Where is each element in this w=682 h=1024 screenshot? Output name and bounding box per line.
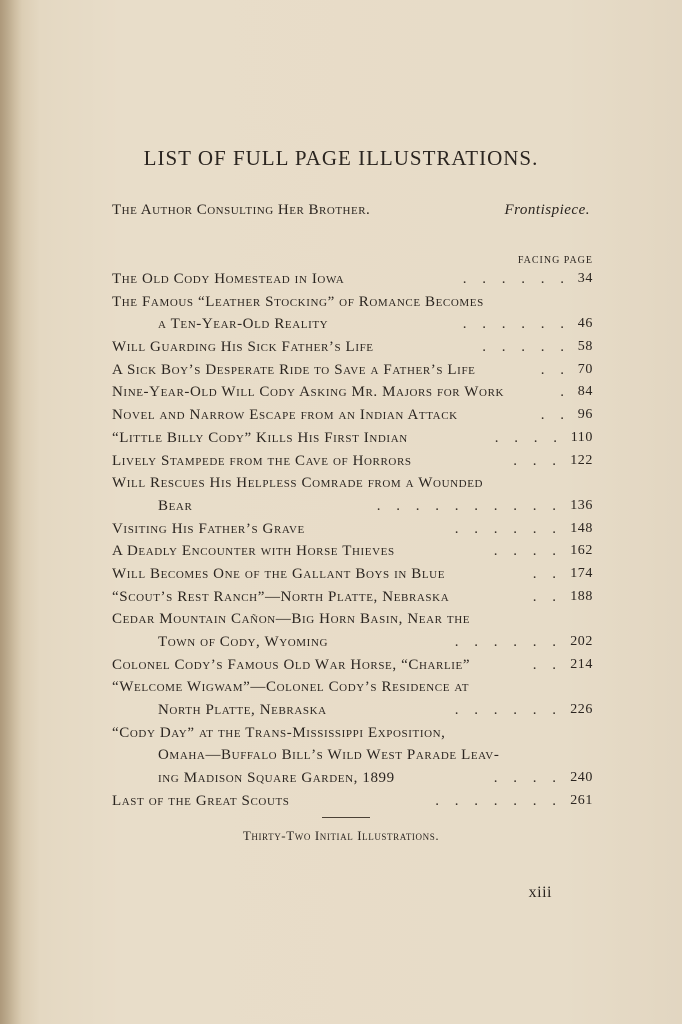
leader-dots: . . . — [513, 452, 562, 469]
leader-dots: . . — [540, 407, 570, 424]
list-item — [112, 336, 593, 359]
leader-dots: . . — [532, 656, 562, 673]
leader-dots: . . . . . . — [454, 634, 562, 650]
leader-dots: . . . . — [493, 770, 562, 787]
list-item — [112, 472, 593, 495]
list-item — [112, 427, 593, 450]
list-item — [112, 744, 593, 767]
entry-page: 174 — [570, 565, 593, 581]
entry-page: 110 — [570, 429, 593, 445]
entry-text: North Platte, Nebraska — [158, 702, 327, 719]
leader-dots: . . — [532, 588, 562, 605]
entry-text: “Cody Day” at the Trans-Mississippi Exposition, — [112, 724, 446, 741]
frontispiece-caption: The Author Consulting Her Brother. — [112, 202, 371, 218]
entry-page: 261 — [570, 792, 593, 808]
entry-text: Will Becomes One of the Gallant Boys in Blue — [112, 565, 446, 582]
entry-text: Will Rescues His Helpless Comrade from a Wounded — [112, 475, 484, 492]
leader-dots: . . . . — [493, 543, 562, 560]
leader-dots: . — [560, 384, 570, 401]
entry-page: 148 — [570, 520, 593, 536]
entry-text: “Little Billy Cody” Kills His First Indian — [112, 429, 408, 446]
leader-dots: . . . . . . — [454, 520, 562, 537]
frontispiece-row — [112, 202, 590, 224]
entry-text: The Old Cody Homestead in Iowa — [112, 271, 345, 287]
entry-page: 70 — [577, 361, 593, 377]
page-number: xiii — [528, 884, 552, 901]
entry-text: “Scout’s Rest Ranch”—North Platte, Nebraska — [112, 588, 450, 605]
list-item — [112, 518, 593, 541]
illustrations-list — [112, 268, 593, 813]
leader-dots: . . . . . — [482, 339, 570, 356]
entry-page: 226 — [570, 702, 593, 718]
list-item — [112, 563, 593, 586]
entry-page: 240 — [570, 770, 593, 786]
entry-text: Visiting His Father’s Grave — [112, 520, 305, 537]
entry-text: Nine-Year-Old Will Cody Asking Mr. Majors for Work — [112, 384, 505, 401]
entry-page: 202 — [570, 634, 593, 649]
entry-text: A Deadly Encounter with Horse Thieves — [112, 543, 395, 560]
leader-dots: . . . . . . — [462, 316, 570, 333]
leader-dots: . . . . — [494, 429, 563, 446]
list-item — [112, 359, 593, 382]
entry-page: 58 — [577, 339, 593, 355]
entry-text: ing Madison Square Garden, 1899 — [158, 770, 395, 787]
entry-text: a Ten-Year-Old Reality — [158, 316, 329, 333]
list-item — [112, 495, 593, 518]
list-item — [112, 381, 593, 404]
entry-page: 122 — [570, 452, 593, 468]
list-item — [112, 790, 593, 813]
entry-text: Last of the Great Scouts — [112, 792, 290, 809]
entry-text: Cedar Mountain Cañon—Big Horn Basin, Near the — [112, 611, 471, 628]
entry-page: 162 — [570, 543, 593, 559]
entry-page: 96 — [577, 407, 593, 423]
leader-dots: . . — [532, 565, 562, 582]
entry-text: Colonel Cody’s Famous Old War Horse, “Charlie” — [112, 656, 471, 673]
list-item — [112, 608, 593, 631]
entry-page: 214 — [570, 656, 593, 672]
entry-text: Omaha—Buffalo Bill’s Wild West Parade Leav- — [158, 747, 500, 764]
page-title: LIST OF FULL PAGE ILLUSTRATIONS. — [143, 146, 539, 170]
facing-page-label: FACING PAGE — [517, 255, 593, 266]
frontispiece-label: Frontispiece. — [504, 202, 590, 218]
list-item — [112, 268, 593, 291]
footer-note: Thirty-Two Initial Illustrations. — [242, 828, 440, 843]
divider-rule — [322, 817, 370, 818]
list-item — [112, 313, 593, 336]
leader-dots: . . — [540, 361, 570, 378]
list-item — [112, 291, 593, 314]
entry-text: Novel and Narrow Escape from an Indian Attack — [112, 407, 458, 424]
entry-text: “Welcome Wigwam”—Colonel Cody’s Residence at — [112, 679, 470, 696]
entry-page: 46 — [577, 316, 593, 332]
list-item — [112, 767, 593, 790]
entry-text: A Sick Boy’s Desperate Ride to Save a Father’s Life — [112, 361, 476, 378]
list-item — [112, 722, 593, 745]
leader-dots: . . . . . . — [462, 271, 570, 287]
entry-text: Town of Cody, Wyoming — [158, 634, 329, 650]
list-item — [112, 676, 593, 699]
entry-page: 188 — [570, 588, 593, 604]
entry-text: The Famous “Leather Stocking” of Romance Becomes — [112, 293, 484, 310]
list-item — [112, 540, 593, 563]
entry-text: Will Guarding His Sick Father’s Life — [112, 339, 374, 356]
list-item — [112, 631, 593, 654]
list-item — [112, 654, 593, 677]
entry-text: Lively Stampede from the Cave of Horrors — [112, 452, 412, 469]
list-item — [112, 699, 593, 722]
leader-dots: . . . . . . — [454, 702, 562, 719]
list-item — [112, 586, 593, 609]
entry-page: 136 — [570, 497, 593, 513]
entry-page: 84 — [577, 384, 593, 400]
entry-page: 34 — [577, 271, 593, 286]
entry-text: Bear — [158, 497, 193, 514]
list-item — [112, 450, 593, 473]
list-item — [112, 404, 593, 427]
leader-dots: . . . . . . . — [435, 792, 562, 809]
leader-dots: . . . . . . . . . . — [376, 497, 562, 514]
